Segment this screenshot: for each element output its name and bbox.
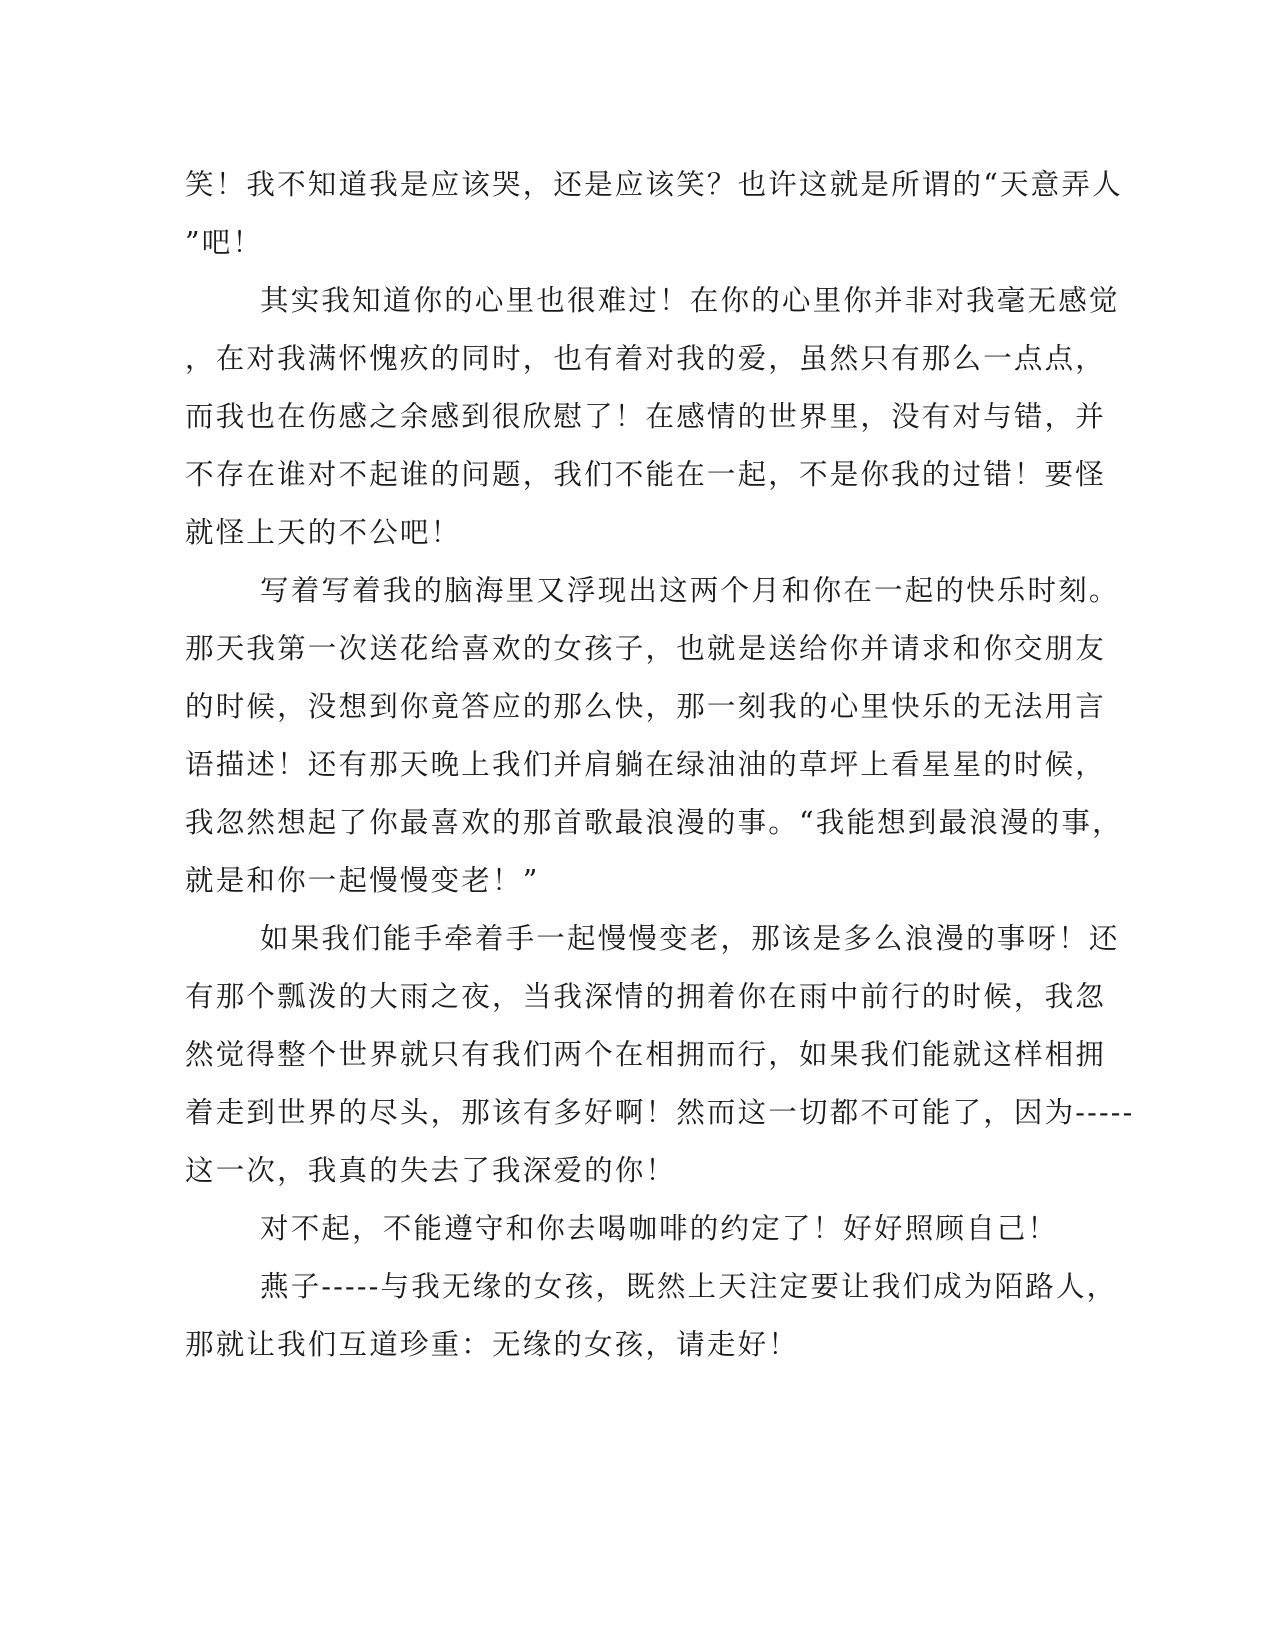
text-line: 的时候，没想到你竟答应的那么快，那一刻我的心里快乐的无法用言 — [185, 690, 1107, 723]
text-line: 语描述！还有那天晚上我们并肩躺在绿油油的草坪上看星星的时候， — [185, 748, 1107, 781]
paragraph-start-line: 对不起，不能遵守和你去喝咖啡的约定了！好好照顾自己！ — [260, 1212, 1059, 1245]
text-line: 然觉得整个世界就只有我们两个在相拥而行，如果我们能就这样相拥 — [185, 1038, 1107, 1071]
paragraph-start-line: 如果我们能手牵着手一起慢慢变老，那该是多么浪漫的事呀！还 — [260, 922, 1120, 955]
paragraph-start-line: 其实我知道你的心里也很难过！在你的心里你并非对我毫无感觉 — [260, 284, 1120, 317]
text-line: 笑！我不知道我是应该哭，还是应该笑？也许这就是所谓的“天意弄人 — [185, 168, 1123, 201]
text-line: 就是和你一起慢慢变老！” — [185, 864, 540, 897]
text-line: 那就让我们互道珍重：无缘的女孩，请走好！ — [185, 1328, 800, 1361]
text-line: 着走到世界的尽头，那该有多好啊！然而这一切都不可能了，因为----- — [185, 1096, 1135, 1129]
text-line: 那天我第一次送花给喜欢的女孩子，也就是送给你并请求和你交朋友 — [185, 632, 1107, 665]
text-line: 不存在谁对不起谁的问题，我们不能在一起，不是你我的过错！要怪 — [185, 458, 1107, 491]
paragraph-start-line: 写着写着我的脑海里又浮现出这两个月和你在一起的快乐时刻。 — [260, 574, 1120, 607]
text-line: ”吧！ — [185, 226, 264, 259]
text-line: 我忽然想起了你最喜欢的那首歌最浪漫的事。“我能想到最浪漫的事， — [185, 806, 1123, 839]
text-line: ，在对我满怀愧疚的同时，也有着对我的爱，虽然只有那么一点点， — [185, 342, 1107, 375]
text-line: 就怪上天的不公吧！ — [185, 516, 462, 549]
text-line: 而我也在伤感之余感到很欣慰了！在感情的世界里，没有对与错，并 — [185, 400, 1107, 433]
paragraph-start-line: 燕子-----与我无缘的女孩，既然上天注定要让我们成为陌路人， — [260, 1270, 1118, 1303]
text-line: 有那个瓢泼的大雨之夜，当我深情的拥着你在雨中前行的时候，我忽 — [185, 980, 1107, 1013]
text-line: 这一次，我真的失去了我深爱的你！ — [185, 1154, 677, 1187]
